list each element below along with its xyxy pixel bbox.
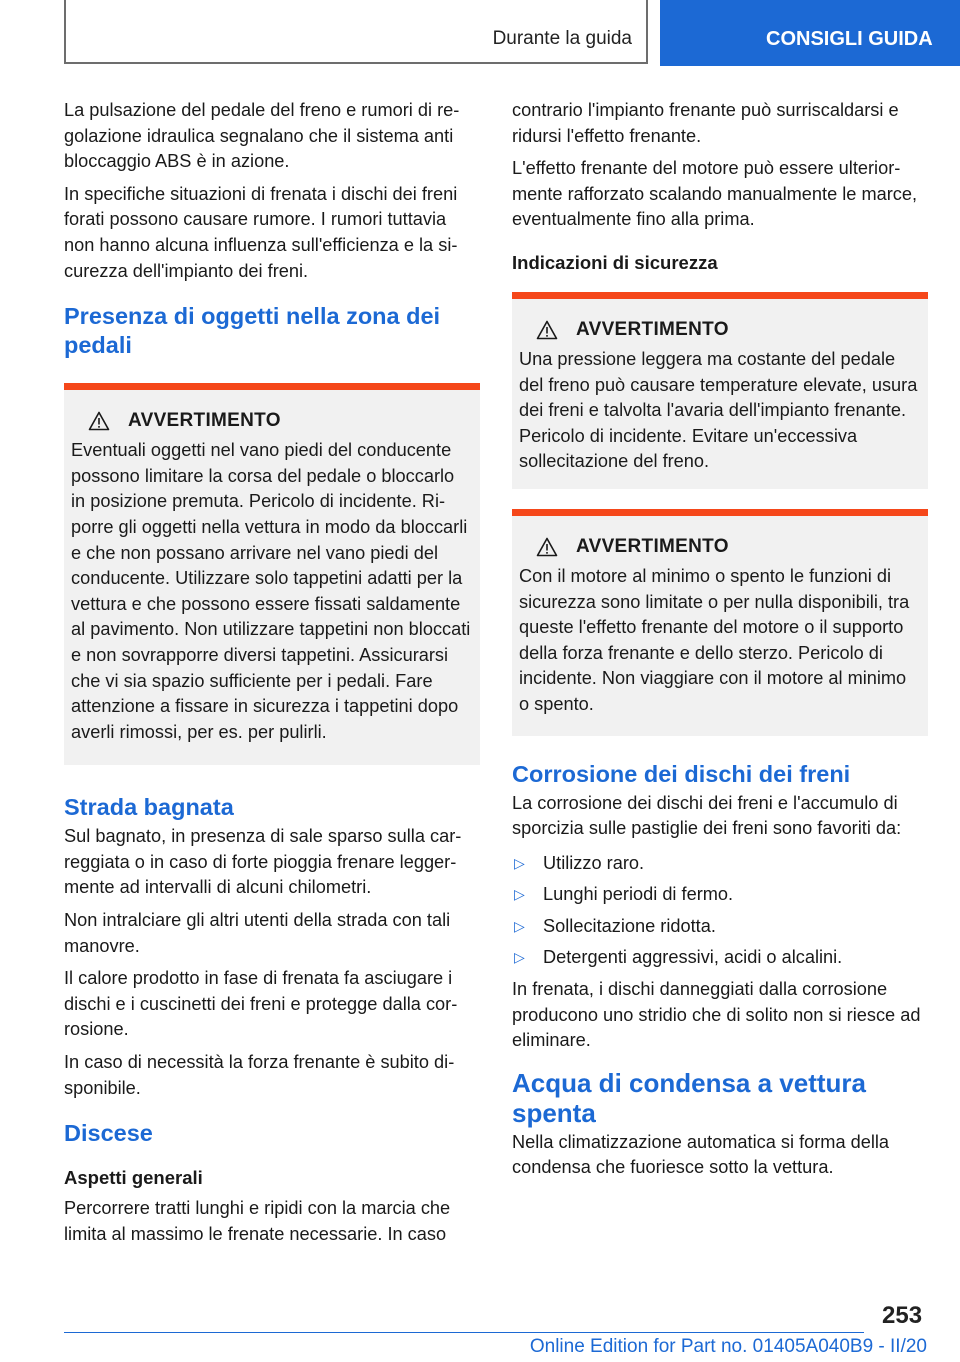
list-item: ▷ Detergenti aggressivi, acidi o alcalini.	[512, 945, 928, 971]
paragraph: contrario l'impianto frenante può surriscaldarsi e ridursi l'effetto frenante.	[512, 100, 899, 146]
warning-triangle-icon	[88, 411, 110, 431]
paragraph: La corrosione dei dischi dei freni e l'accumulo di sporcizia sulle pastiglie dei freni sono favoriti da:	[512, 792, 902, 839]
paragraph: In caso di necessità la forza frenante è subito disponibile.	[64, 1052, 455, 1098]
heading-aspetti-generali: Aspetti generali	[64, 1167, 203, 1189]
warning-text: Una pressione leggera ma costante del pedale del freno può causare temperature elevate, usura dei freni e talvolta l'avaria dell'impianto frenante. Pericolo di incidente. Evitare un'eccessiva sollecitazione del freno.	[519, 348, 918, 472]
warning-triangle-icon	[536, 320, 558, 340]
warning-text: Con il motore al minimo o spento le funzioni di sicurezza sono limitate o per nulla disponibili, tra queste l'effetto frenante del motore o il supporto della forza frenante e dello sterzo. Pericolo di incidente. Non viaggiare con il motore al minimo o spento.	[519, 565, 910, 714]
warning-box-pedali	[64, 383, 480, 765]
left-column	[64, 98, 480, 1254]
heading-pedali: Presenza di oggetti nella zona dei pedali	[64, 303, 441, 359]
warning-box-motore-spento	[512, 509, 928, 736]
header-section-title: Durante la guida	[492, 28, 632, 49]
footer-edition[interactable]: Online Edition for Part no. 01405A040B9 - II/20	[529, 1336, 927, 1357]
footer-divider	[64, 1332, 864, 1333]
warning-triangle-icon	[536, 537, 558, 557]
list-item: ▷ Sollecitazione ridotta.	[512, 914, 928, 940]
list-item: ▷ Lunghi periodi di fermo.	[512, 882, 928, 908]
warning-text: Eventuali oggetti nel vano piedi del conducente possono limitare la corsa del pedale o bloccarlo in posizione premuta. Pericolo di incidente. Riporre gli oggetti nella vettura in modo da bloccarli e che non possano arrivare nel vano piedi del conducente. Utilizzare solo tappetini adatti per la vettura e che possono essere fissati saldamente al pavimento. Non utilizzare tappetini non bloccati e non sovrapporre diversi tappetini. Assicurarsi che vi sia spazio sufficiente per i pedali. Fare attenzione a fissare in sicurezza i tappetini dopo averli rimossi, per es. per pulirli.	[71, 440, 471, 742]
paragraph: In specifiche situazioni di frenata i dischi dei freni forati possono causare rumore. I rumori tuttavia non hanno alcuna influenza sull'efficienza e la sicurezza dell'impianto dei freni.	[64, 183, 458, 281]
heading-indicazioni-sicurezza: Indicazioni di sicurezza	[512, 251, 718, 273]
warning-title: AVVERTIMENTO	[576, 318, 729, 340]
paragraph: Il calore prodotto in fase di frenata fa asciugare i dischi e i cuscinetti dei freni e protegge dalla corrosione.	[64, 968, 458, 1040]
heading-discese: Discese	[64, 1120, 153, 1147]
paragraph: Nella climatizzazione automatica si forma della condensa che fuoriesce sotto la vettura.	[512, 1131, 890, 1178]
header-box	[64, 0, 648, 64]
page-number: 253	[882, 1302, 923, 1329]
paragraph: In frenata, i dischi danneggiati dalla corrosione producono uno stridio che di solito non si riesce ad eliminare.	[512, 979, 921, 1051]
warning-title: AVVERTIMENTO	[576, 535, 729, 557]
warning-title: AVVERTIMENTO	[128, 410, 281, 432]
right-column	[512, 98, 928, 1188]
heading-strada-bagnata: Strada bagnata	[64, 794, 234, 821]
warning-box-pressione	[512, 292, 928, 489]
heading-corrosione: Corrosione dei dischi dei freni	[512, 760, 851, 787]
triangle-bullet-icon: ▷	[514, 949, 525, 966]
heading-acqua-condensa: Acqua di condensa a vettura spenta	[512, 1067, 866, 1128]
bullet-list	[512, 851, 928, 971]
header-chapter-tab[interactable]: CONSIGLI GUIDA	[660, 0, 960, 66]
triangle-bullet-icon: ▷	[514, 886, 525, 903]
paragraph: L'effetto frenante del motore può essere ulteriormente rafforzato scalando manualmente le marce, eventualmente fino alla prima.	[512, 158, 918, 230]
list-item: ▷ Utilizzo raro.	[512, 851, 928, 877]
paragraph: Percorrere tratti lunghi e ripidi con la marcia che limita al massimo le frenate necessarie. In caso	[64, 1198, 451, 1244]
triangle-bullet-icon: ▷	[514, 917, 525, 934]
paragraph: La pulsazione del pedale del freno e rumori di regolazione idraulica segnalano che il sistema anti bloccaggio ABS è in azione.	[64, 100, 460, 172]
triangle-bullet-icon: ▷	[514, 854, 525, 871]
paragraph: Non intralciare gli altri utenti della strada con tali manovre.	[64, 910, 451, 956]
paragraph: Sul bagnato, in presenza di sale sparso sulla carreggiata o in caso di forte pioggia frenare leggermente ad intervalli di alcuni chilometri.	[64, 826, 462, 898]
